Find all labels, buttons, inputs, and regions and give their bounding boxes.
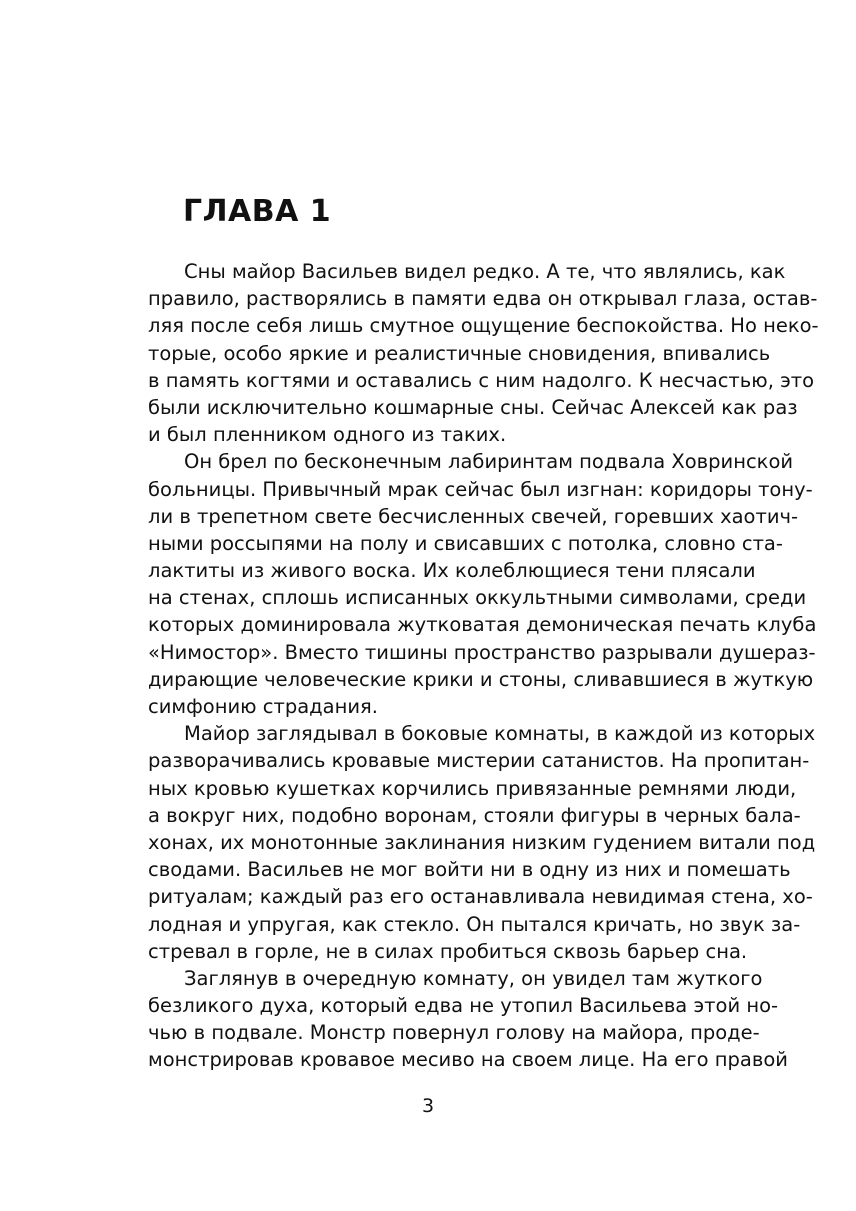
text-line: ными россыпями на полу и свисавших с потолка, словно ста- bbox=[148, 531, 783, 555]
text-line: «Нимостор». Вместо тишины пространство разрывали душераз- bbox=[148, 640, 816, 664]
text-line: в память когтями и оставались с ним надолго. К несчастью, это bbox=[148, 368, 815, 392]
text-line: Заглянув в очередную комнату, он увидел там жуткого bbox=[184, 966, 763, 990]
text-line: которых доминировала жутковатая демоническая печать клуба bbox=[148, 613, 817, 637]
chapter-title: ГЛАВА 1 bbox=[183, 194, 332, 229]
text-line: лодная и упругая, как стекло. Он пытался кричать, но звук за- bbox=[148, 912, 801, 936]
text-line: симфонию страдания. bbox=[148, 695, 378, 718]
text-line: ляя после себя лишь смутное ощущение беспокойства. Но неко- bbox=[148, 314, 819, 338]
text-line: торые, особо яркие и реалистичные сновидения, впивались bbox=[148, 341, 771, 365]
text-line: хонах, их монотонные заклинания низким гудением витали под bbox=[148, 830, 816, 854]
text-line: ных кровью кушетках корчились привязанные ремнями люди, bbox=[148, 776, 797, 800]
text-line: ритуалам; каждый раз его останавливала невидимая стена, хо- bbox=[148, 885, 813, 909]
text-line: чью в подвале. Монстр повернул голову на майора, проде- bbox=[148, 1021, 760, 1045]
text-line: безликого духа, который едва не утопил Васильева этой но- bbox=[148, 994, 779, 1018]
text-line: Сны майор Васильев видел редко. А те, что являлись, как bbox=[184, 260, 786, 283]
text-line: а вокруг них, подобно воронам, стояли фигуры в черных бала- bbox=[148, 803, 801, 827]
text-line: лактиты из живого воска. Их колеблющиеся тени плясали bbox=[148, 559, 756, 583]
text-line: больницы. Привычный мрак сейчас был изгнан: коридоры тону- bbox=[148, 477, 813, 501]
text-line: Майор заглядывал в боковые комнаты, в каждой из которых bbox=[184, 722, 816, 746]
text-line: стревал в горле, не в силах пробиться сквозь барьер сна. bbox=[148, 939, 748, 963]
text-line: и был пленником одного из таких. bbox=[148, 423, 507, 447]
text-line: правило, растворялись в памяти едва он открывал глаза, остав- bbox=[148, 287, 818, 311]
text-line: Он брел по бесконечным лабиринтам подвала Ховринской bbox=[184, 450, 794, 474]
text-line: на стенах, сплошь исписанных оккультными символами, среди bbox=[148, 586, 807, 610]
text-line: дирающие человеческие крики и стоны, сливавшиеся в жуткую bbox=[148, 667, 814, 691]
text-line: монстрировав кровавое месиво на своем лице. На его правой bbox=[148, 1048, 788, 1072]
text-line: ли в трепетном свете бесчисленных свечей, горевших хаотич- bbox=[148, 504, 799, 528]
page-number: 3 bbox=[421, 1095, 435, 1117]
chapter-body bbox=[148, 258, 819, 1074]
text-line: сводами. Васильев не мог войти ни в одну из них и помешать bbox=[148, 858, 791, 882]
text-line: были исключительно кошмарные сны. Сейчас Алексей как раз bbox=[148, 395, 798, 419]
text-line: разворачивались кровавые мистерии сатанистов. На пропитан- bbox=[148, 749, 810, 773]
